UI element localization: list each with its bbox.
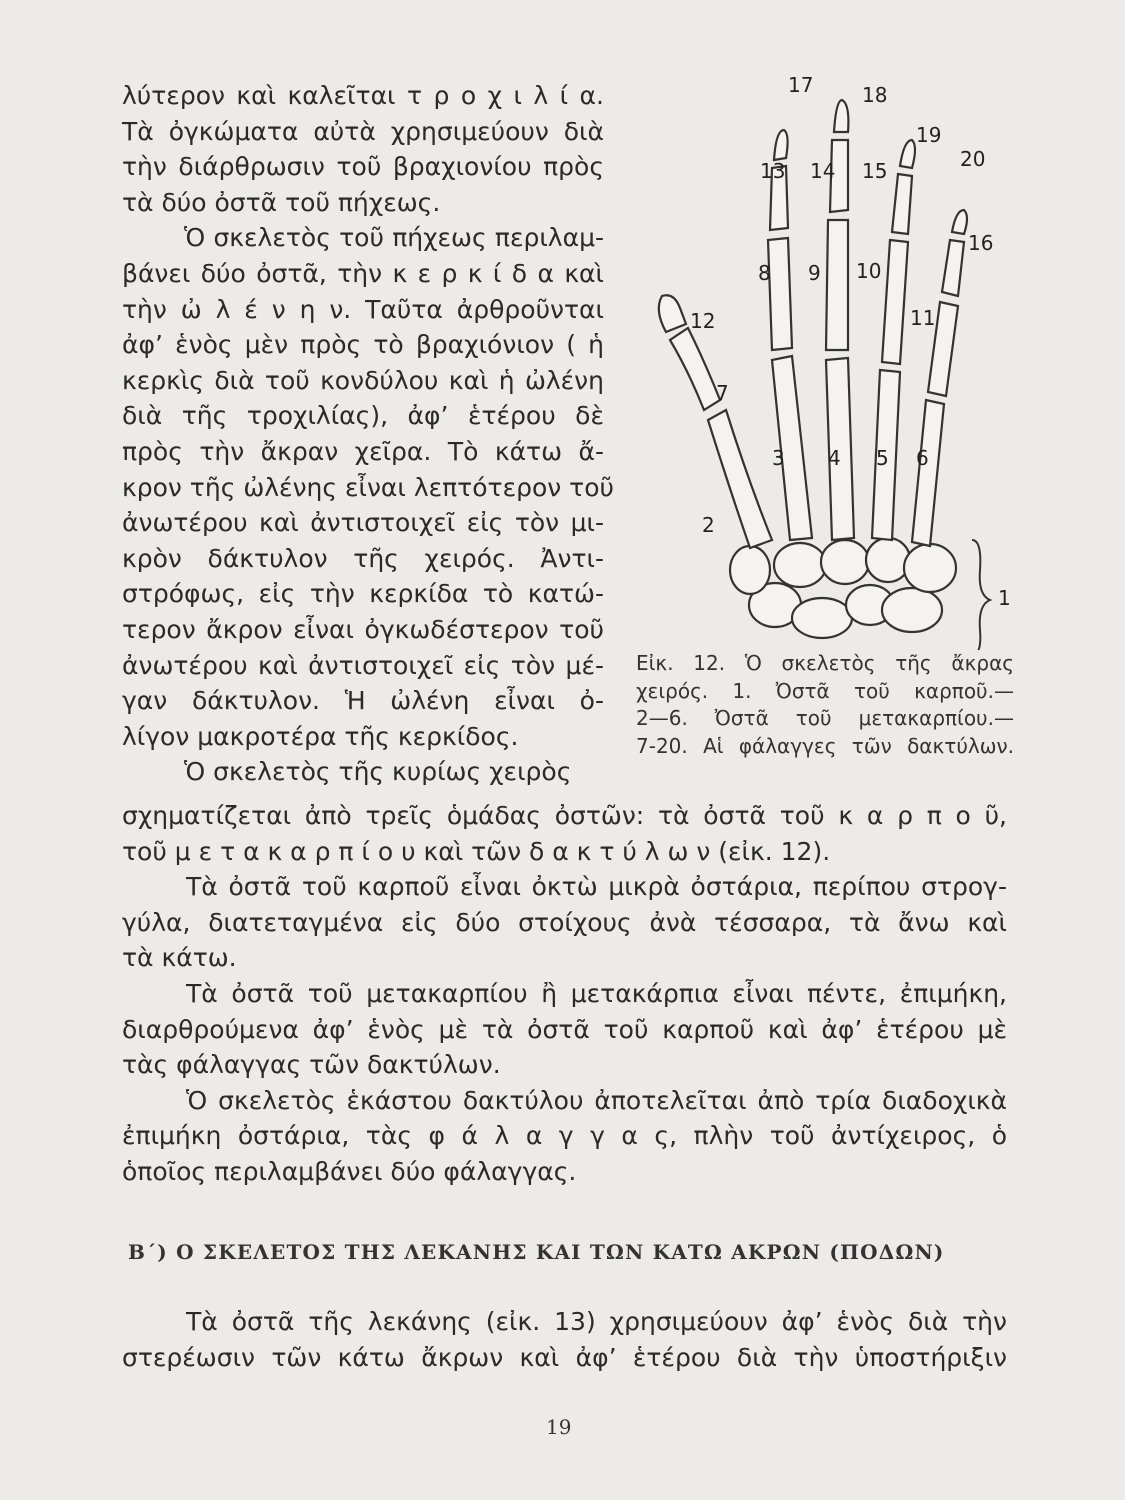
figure-label-8: 8 [758,261,771,285]
text-line: κρὸν δάκτυλον τῆς χειρός. Ἀντι- [122,543,604,573]
text-line: γαν δάκτυλον. Ἡ ὠλένη εἶναι ὀ- [122,686,604,716]
text-line: λύτερον καὶ καλεῖται τ ρ ο χ ι λ ί α. [122,81,604,110]
figure-label-6: 6 [916,446,929,470]
page-number: 19 [546,1415,572,1439]
text-line: κρον τῆς ὠλένης εἶναι λεπτότερον τοῦ [122,472,614,502]
hand-skeleton-figure [600,70,1020,650]
text-line: ἀνωτέρου καὶ ἀντιστοιχεῖ εἰς τὸν μι- [122,508,604,538]
figure-label-15: 15 [862,159,888,183]
text-line: Τὰ ὀστᾶ τοῦ μετακαρπίου ἢ μετακάρπια εἶναι πέντε, ἐπιμήκη, [186,978,1007,1008]
figure-label-12: 12 [690,309,716,333]
text-line: ἀνωτέρου καὶ ἀντιστοιχεῖ εἰς τὸν μέ- [122,650,604,680]
section-heading: Β΄) Ο ΣΚΕΛΕΤΟΣ ΤΗΣ ΛΕΚΑΝΗΣ ΚΑΙ ΤΩΝ ΚΑΤΩ ΑΚΡΩΝ (ΠΟΔΩΝ) [128,1240,945,1264]
figure-label-20: 20 [960,147,986,171]
caption-line: 2—6. Ὀστᾶ τοῦ μετακαρπίου.— [636,706,1014,730]
figure-label-18: 18 [862,83,888,107]
figure-label-4: 4 [828,446,841,470]
figure-label-5: 5 [876,446,889,470]
text-line: τερον ἄκρον εἶναι ὀγκωδέστερον τοῦ [122,614,604,644]
text-line: τοῦ μ ε τ α κ α ρ π ί ο υ καὶ τῶν δ α κ τ ύ λ ω ν (εἰκ. 12). [122,836,831,866]
figure-label-19: 19 [916,123,942,147]
last-paragraph [122,1304,1007,1375]
text-line: τὰ κάτω. [122,943,237,973]
carpal-bones [730,538,956,638]
text-line: Ὁ σκελετὸς τῆς κυρίως χειρὸς [184,757,572,787]
figure-label-14: 14 [810,159,836,183]
text-line: στερέωσιν τῶν κάτω ἄκρων καὶ ἀφ’ ἑτέρου διὰ τὴν ὑποστήριξιν [122,1342,1007,1372]
text-line: Τὰ ὀστᾶ τῆς λεκάνης (εἰκ. 13) χρησιμεύουν ἀφ’ ἑνὸς διὰ τὴν [186,1307,1007,1336]
text-line: Τὰ ὀγκώματα αὐτὰ χρησιμεύουν διὰ [122,116,604,146]
text-line: ἐπιμήκη ὀστάρια, τὰς φ ά λ α γ γ α ς, πλὴν τοῦ ἀντίχειρος, ὁ [122,1121,1007,1151]
figure-label-9: 9 [808,261,821,285]
figure-label-1: 1 [998,586,1011,610]
text-line: λίγον μακροτέρα τῆς κερκίδος. [122,721,519,751]
figure-label-7: 7 [716,381,729,405]
text-line: τὰς φάλαγγας τῶν δακτύλων. [122,1050,501,1080]
carpus-bracket [972,540,990,650]
text-line: βάνει δύο ὀστᾶ, τὴν κ ε ρ κ ί δ α καὶ [122,258,604,288]
text-line: ὁποῖος περιλαμβάνει δύο φάλαγγας. [122,1156,577,1186]
text-line: Τὰ ὀστᾶ τοῦ καρποῦ εἶναι ὀκτὼ μικρὰ ὀστάρια, περίπου στρογ- [186,872,1007,902]
figure-label-2: 2 [702,513,715,537]
text-line: σχηματίζεται ἀπὸ τρεῖς ὁμάδας ὀστῶν: τὰ ὀστᾶ τοῦ κ α ρ π ο ῦ, [122,801,1007,830]
caption-line: 7-20. Αἱ φάλαγγες τῶν δακτύλων. [636,733,1014,758]
text-line: Ὁ σκελετὸς τοῦ πήχεως περιλαμ- [184,223,604,253]
text-line: πρὸς τὴν ἄκραν χεῖρα. Τὸ κάτω ἄ- [122,436,604,466]
full-width-text [122,798,1007,1190]
left-column-text [122,78,614,790]
text-line: κερκὶς διὰ τοῦ κονδύλου καὶ ἡ ὠλένη [122,365,604,395]
caption-line: χειρός. 1. Ὀστᾶ τοῦ καρποῦ.— [636,678,1014,703]
figure-label-16: 16 [968,231,994,255]
text-line: τὰ δύο ὀστᾶ τοῦ πήχεως. [122,187,441,217]
figure-label-11: 11 [910,306,936,330]
caption-line: Εἰκ. 12. Ὁ σκελετὸς τῆς ἄκρας [636,651,1014,675]
figure-label-10: 10 [856,259,882,283]
figure-caption [636,650,1014,760]
text-line: διὰ τῆς τροχιλίας), ἀφ’ ἑτέρου δὲ [122,401,604,431]
figure-label-3: 3 [772,446,785,470]
text-line: Ὁ σκελετὸς ἑκάστου δακτύλου ἀποτελεῖται ἀπὸ τρία διαδοχικὰ [186,1085,1007,1115]
figure-label-13: 13 [760,159,786,183]
text-line: τὴν ὠ λ έ ν η ν. Ταῦτα ἀρθροῦνται [122,294,604,324]
text-line: στρόφως, εἰς τὴν κερκίδα τὸ κατώ- [122,579,604,609]
figure-label-17: 17 [788,73,814,97]
text-line: τὴν διάρθρωσιν τοῦ βραχιονίου πρὸς [122,152,604,182]
thumb-bones [659,295,772,548]
text-line: ἀφ’ ἑνὸς μὲν πρὸς τὸ βραχιόνιον ( ἡ [122,330,604,360]
text-line: διαρθρούμενα ἀφ’ ἑνὸς μὲ τὰ ὀστᾶ τοῦ καρποῦ καὶ ἀφ’ ἑτέρου μὲ [122,1014,1007,1044]
text-line: γύλα, διατεταγμένα εἰς δύο στοίχους ἀνὰ τέσσαρα, τὰ ἄνω καὶ [122,907,1007,937]
